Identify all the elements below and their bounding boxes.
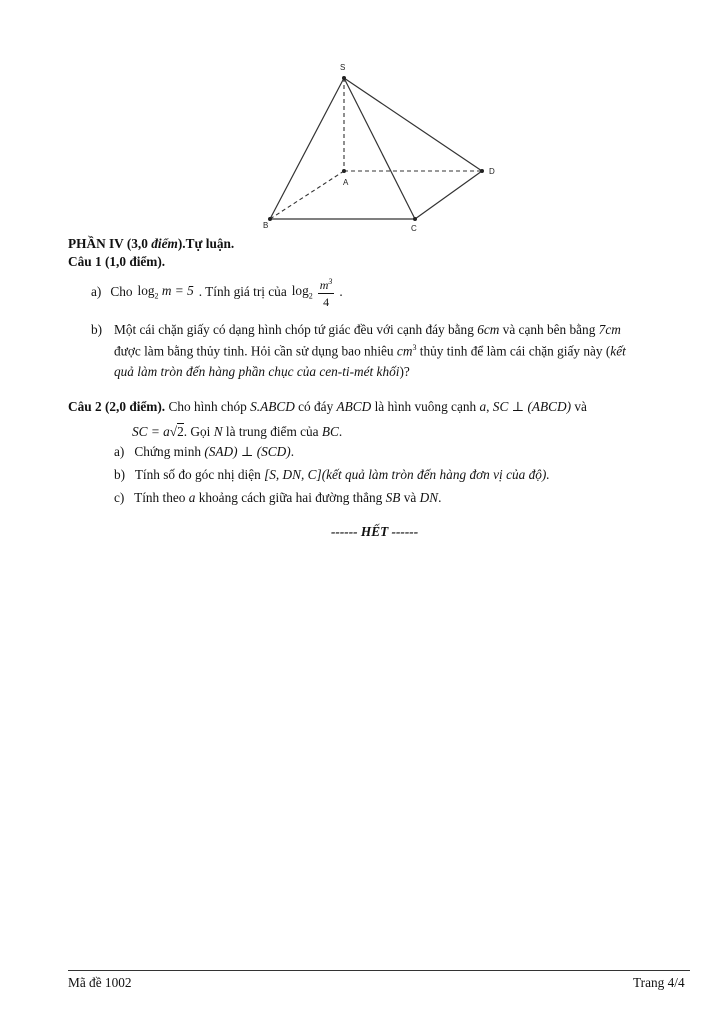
footer-exam-code: Mã đề 1002 xyxy=(68,975,132,990)
q2a-item: a) Chứng minh (SAD) ⊥ (SCD). xyxy=(114,444,295,459)
q1b-marker: b) xyxy=(91,322,103,337)
q2-heading: Câu 2 (2,0 điểm). xyxy=(68,399,166,414)
q1b-line1: Một cái chặn giấy có dạng hình chóp tứ giác đều với cạnh đáy bằng 6cm và cạnh bên bằng 7cm xyxy=(114,322,621,337)
q1b-line2: được làm bằng thủy tinh. Hỏi cần sử dụng bao nhiêu $cm^3$ thủy tinh để làm cái chặn giấy này (kết xyxy=(114,343,626,359)
q1a-item: a) Cho $\log_2 m = 5$ . Tính giá trị của $\log_2$ $\frac{m^3}{4}$ . xyxy=(91,273,343,311)
footer-page-number: Trang 4/4 xyxy=(633,975,685,990)
end-mark: ------ HẾT ------ xyxy=(331,524,419,539)
q1b-line3: quả làm tròn đến hàng phần chục của cen-ti-mét khối)? xyxy=(114,364,410,379)
q1a-given: $\log_2 m = 5$ xyxy=(137,283,194,301)
vertex-label-S: S xyxy=(340,63,346,72)
q1a-text1: Cho xyxy=(110,284,133,299)
q2-line2: SC = a√2. Gọi N là trung điểm của BC. xyxy=(132,424,343,439)
edge-SD xyxy=(344,78,482,171)
vertex-label-A: A xyxy=(343,178,349,187)
q1a-ask: $\log_2$ xyxy=(291,283,313,301)
pyramid-figure xyxy=(0,0,725,240)
q1a-text2: . Tính giá trị của xyxy=(198,284,287,299)
q2b-item: b) Tính số đo góc nhị diện [S, DN, C](kết quả làm tròn đến hàng đơn vị của độ). xyxy=(114,467,550,482)
vertex-label-C: C xyxy=(411,224,417,233)
section-title: PHẦN IV (3,0 điểm).Tự luận. xyxy=(68,236,235,251)
q2c-item: c) Tính theo a khoảng cách giữa hai đường thẳng SB và DN. xyxy=(114,490,442,505)
edge-CD xyxy=(415,171,482,219)
vertex-label-B: B xyxy=(263,221,269,230)
q2-line1: Câu 2 (2,0 điểm). Cho hình chóp S.ABCD có đáy ABCD là hình vuông cạnh a, SC ⊥ (ABCD) và xyxy=(68,399,587,414)
footer-divider xyxy=(68,970,690,971)
edge-SB xyxy=(270,78,344,219)
q1a-marker: a) xyxy=(91,284,102,299)
vertex-label-D: D xyxy=(489,167,495,176)
edge-SC xyxy=(344,78,415,219)
q1a-fraction: $\frac{m^3}{4}$ xyxy=(318,274,335,310)
q1-heading: Câu 1 (1,0 điểm). xyxy=(68,254,166,269)
edge-AB xyxy=(270,171,344,219)
